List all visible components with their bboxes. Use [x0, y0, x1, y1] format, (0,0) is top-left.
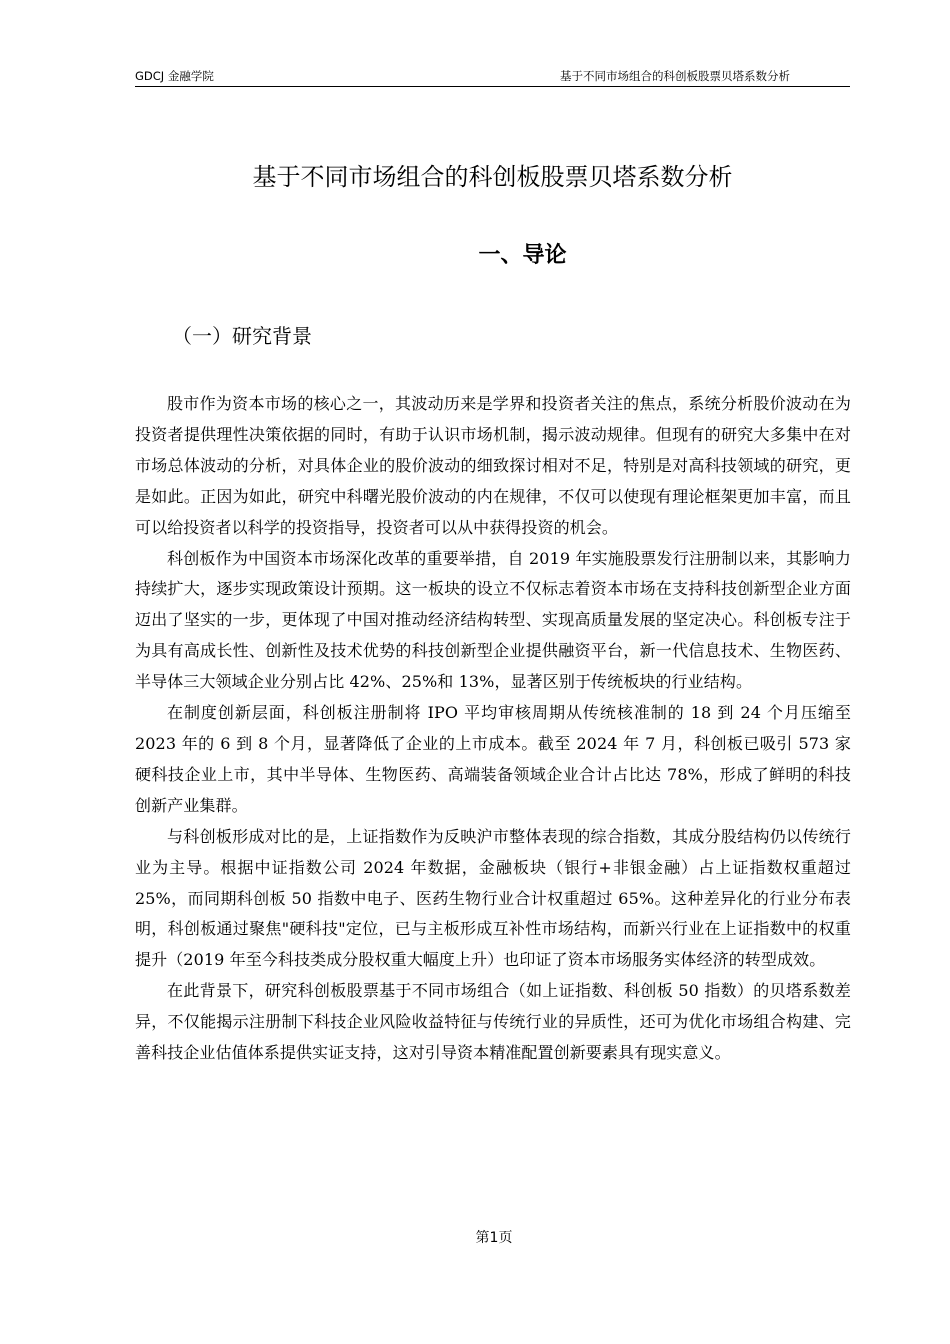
paragraph: 与科创板形成对比的是，上证指数作为反映沪市整体表现的综合指数，其成分股结构仍以传统行业为主导。根据中证指数公司 2024 年数据，金融板块（银行+非银金融）占上证指数权重超过 25%，而同期科创板 50 指数中电子、医药生物行业合计权重超过 65%。这种差异化的行业分布表明，科创板通过聚焦"硬科技"定位，已与主板形成互补性市场结构，而新兴行业在上证指数中的权重提升（2019 年至今科技类成分股权重大幅度上升）也印证了资本市场服务实体经济的转型成效。	[135, 826, 851, 970]
page-number: 第1页	[475, 1230, 513, 1246]
paragraph: 在制度创新层面，科创板注册制将 IPO 平均审核周期从传统核准制的 18 到 24 个月压缩至 2023 年的 6 到 8 个月，显著降低了企业的上市成本。截至 2024 年 7 月，科创板已吸引 573 家硬科技企业上市，其中半导体、生物医药、高端装备领域企业合计占比达 78%，形成了鲜明的科技创新产业集群。	[135, 703, 851, 815]
page-header	[135, 68, 850, 87]
paragraph: 股市作为资本市场的核心之一，其波动历来是学界和投资者关注的焦点，系统分析股价波动在为投资者提供理性决策依据的同时，有助于认识市场机制，揭示波动规律。但现有的研究大多集中在对市场总体波动的分析，对具体企业的股价波动的细致探讨相对不足，特别是对高科技领域的研究，更是如此。正因为如此，研究中科曙光股价波动的内在规律，不仅可以使现有理论框架更加丰富，而且可以给投资者以科学的投资指导，投资者可以从中获得投资的机会。	[135, 394, 851, 537]
subsection-heading: （一）研究背景	[172, 324, 312, 348]
header-institution: GDCJ 金融学院	[135, 69, 214, 83]
paragraph: 在此背景下，研究科创板股票基于不同市场组合（如上证指数、科创板 50 指数）的贝塔系数差异，不仅能揭示注册制下科技企业风险收益特征与传统行业的异质性，还可为优化市场组合构建、完善科技企业估值体系提供实证支持，这对引导资本精准配置创新要素具有现实意义。	[135, 981, 851, 1063]
document-title: 基于不同市场组合的科创板股票贝塔系数分析	[252, 163, 733, 191]
header-running-title: 基于不同市场组合的科创板股票贝塔系数分析	[560, 69, 790, 83]
paragraph: 科创板作为中国资本市场深化改革的重要举措，自 2019 年实施股票发行注册制以来，其影响力持续扩大，逐步实现政策设计预期。这一板块的设立不仅标志着资本市场在支持科技创新型企业方面迈出了坚实的一步，更体现了中国对推动经济结构转型、实现高质量发展的坚定决心。科创板专注于为具有高成长性、创新性及技术优势的科技创新型企业提供融资平台，新一代信息技术、生物医药、半导体三大领域企业分别占比 42%、25%和 13%，显著区别于传统板块的行业结构。	[135, 548, 851, 692]
section-heading: 一、导论	[478, 243, 567, 268]
body-text	[135, 389, 851, 1069]
